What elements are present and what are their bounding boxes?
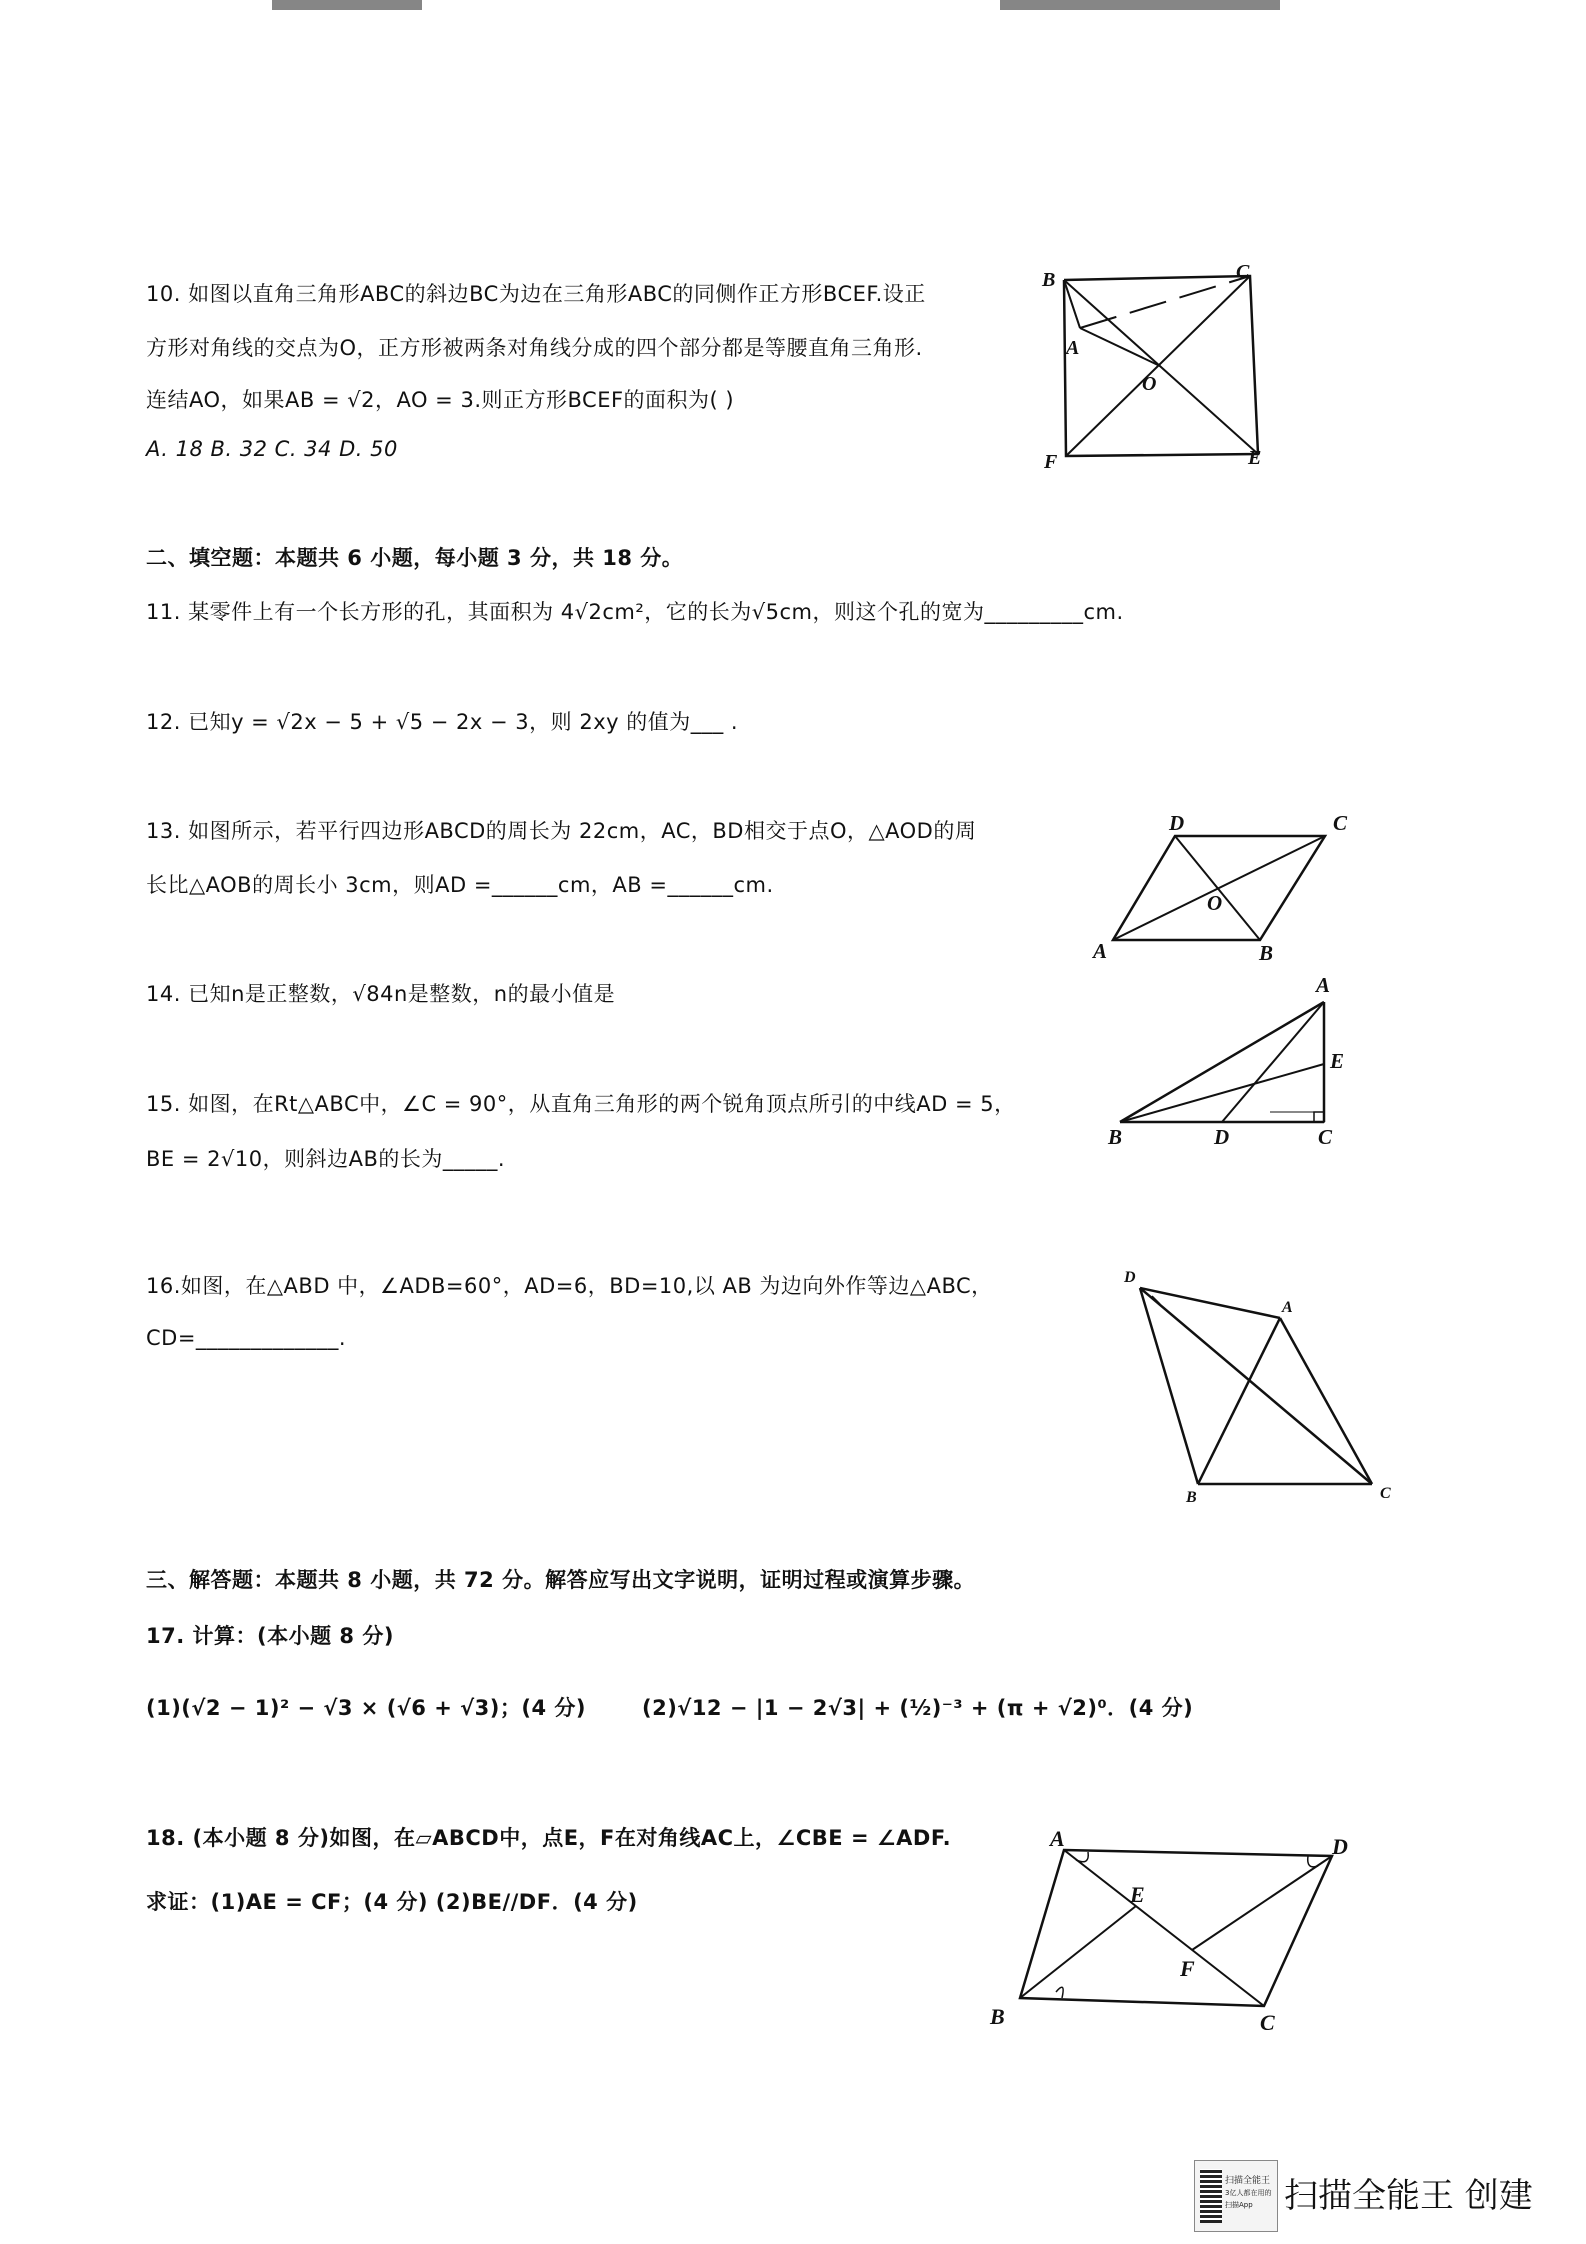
q18-label-E: E [1130, 1882, 1145, 1907]
q10-label-O: O [1142, 373, 1157, 395]
q15-label-B: B [1108, 1125, 1123, 1149]
q18-label-F: F [1180, 1956, 1195, 1981]
q16-label-B: B [1186, 1489, 1197, 1506]
q18-line2: 求证：(1)AE = CF；(4 分) (2)BE//DF．(4 分) [146, 1890, 638, 1914]
q15-label-C: C [1318, 1125, 1333, 1149]
q13-line2: 长比△AOB的周长小 3cm，则AD =______cm，AB =______cm. [146, 873, 774, 897]
q10-line3: 连结AO，如果AB = √2，AO = 3.则正方形BCEF的面积为( ) [146, 388, 735, 412]
q13-parallelogram-figure [1085, 808, 1365, 968]
q10-label-C: C [1236, 261, 1250, 283]
q10-square-figure [1030, 258, 1270, 468]
q16-line2: CD=_____________. [146, 1326, 347, 1350]
q15-label-A: A [1316, 973, 1331, 997]
scan-artifact-left [272, 0, 422, 10]
q16-label-C: C [1380, 1485, 1391, 1502]
q12-text: 12. 已知y = √2x − 5 + √5 − 2x − 3，则 2xy 的值为___ . [146, 710, 739, 734]
q18-label-C: C [1260, 2010, 1275, 2035]
q10-options: A. 18 B. 32 C. 34 D. 50 [146, 437, 398, 461]
q18-label-D: D [1332, 1834, 1348, 1859]
q18-label-A: A [1050, 1826, 1065, 1851]
q18-parallelogram-figure [984, 1826, 1364, 2036]
q16-label-D: D [1124, 1269, 1136, 1286]
q15-label-E: E [1330, 1049, 1345, 1073]
scanner-watermark: 扫描全能王 创建 [1284, 2176, 1533, 2216]
qr-code-icon [1200, 2169, 1222, 2223]
q10-label-F: F [1044, 451, 1058, 468]
q10-line1: 10. 如图以直角三角形ABC的斜边BC为边在三角形ABC的同侧作正方形BCEF.设正 [146, 282, 926, 306]
q13-label-O: O [1207, 891, 1223, 915]
q13-label-C: C [1333, 811, 1348, 835]
section2-heading: 二、填空题：本题共 6 小题，每小题 3 分，共 18 分。 [146, 546, 684, 570]
q17-title: 17. 计算：(本小题 8 分) [146, 1624, 394, 1648]
q17-part1: (1)(√2 − 1)² − √3 × (√6 + √3)；(4 分) [146, 1696, 586, 1720]
q13-label-D: D [1169, 811, 1185, 835]
q13-label-B: B [1259, 941, 1274, 965]
q15-line1: 15. 如图，在Rt△ABC中，∠C = 90°，从直角三角形的两个锐角顶点所引的中线AD = 5， [146, 1092, 1016, 1116]
q13-label-A: A [1093, 939, 1108, 963]
q10-line2: 方形对角线的交点为O，正方形被两条对角线分成的四个部分都是等腰直角三角形. [146, 336, 923, 360]
scan-artifact-right [1000, 0, 1280, 10]
badge-title: 扫描全能王 [1225, 2176, 1271, 2186]
badge-subtitle: 3亿人都在用的扫描App [1225, 2189, 1272, 2209]
section3-heading: 三、解答题：本题共 8 小题，共 72 分。解答应写出文字说明，证明过程或演算步骤。 [146, 1568, 976, 1592]
q15-label-D: D [1214, 1125, 1230, 1149]
q15-line2: BE = 2√10，则斜边AB的长为_____. [146, 1147, 506, 1171]
q16-label-A: A [1282, 1299, 1293, 1316]
q16-triangle-figure [1110, 1258, 1410, 1508]
q10-label-E: E [1248, 447, 1262, 468]
q17-part2: (2)√12 − |1 − 2√3| + (½)⁻³ + (π + √2)⁰．(4 分) [642, 1696, 1194, 1720]
q16-line1: 16.如图，在△ABD 中，∠ADB=60°，AD=6，BD=10,以 AB 为边向外作等边△ABC， [146, 1274, 993, 1298]
q11-text: 11. 某零件上有一个长方形的孔，其面积为 4√2cm²，它的长为√5cm，则这个孔的宽为_________cm. [146, 600, 1124, 624]
q10-label-B: B [1042, 269, 1056, 291]
q15-right-triangle-figure [1100, 972, 1360, 1152]
q10-label-A: A [1066, 337, 1080, 359]
q13-line1: 13. 如图所示，若平行四边形ABCD的周长为 22cm，AC，BD相交于点O，△AOD的周 [146, 819, 977, 843]
q18-line1: 18. (本小题 8 分)如图，在▱ABCD中，点E，F在对角线AC上，∠CBE = ∠ADF. [146, 1826, 952, 1850]
scanner-app-badge [1194, 2160, 1278, 2232]
q14-text: 14. 已知n是正整数，√84n是整数，n的最小值是 [146, 982, 616, 1006]
q18-label-B: B [990, 2004, 1005, 2029]
